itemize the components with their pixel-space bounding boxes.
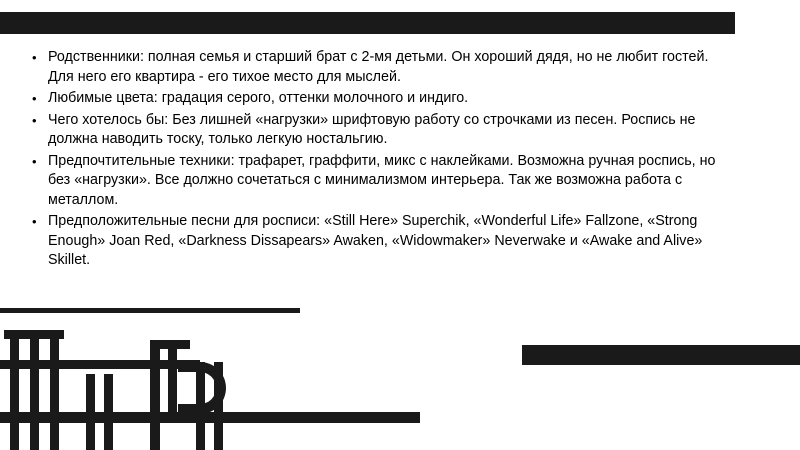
- list-item: • Предпочтительные техники: трафарет, граффити, микс с наклейками. Возможна ручная роспись, но без «нагрузки». Все должно сочетаться с минимализмом интерьера. Так же возможна работа с металлом.: [30, 152, 730, 211]
- slide-body: [30, 48, 730, 273]
- list-item: • Чего хотелось бы: Без лишней «нагрузки» шрифтовую работу со строчками из песен. Роспись не должна наводить тоску, только легкую ностальгию.: [30, 111, 730, 150]
- list-item: • Предположительные песни для росписи: «Still Here» Superchik, «Wonderful Life» Fallzone, «Strong Enough» Joan Red, «Darkness Dissapears» Awaken, «Widowmaker» Neverwake и «Awake and Alive» Skillet.: [30, 212, 730, 271]
- bottom-right-decorative-bar: [522, 345, 800, 365]
- bottom-left-decorative-graphic: [0, 300, 420, 450]
- top-decorative-bar: [0, 12, 735, 34]
- bullet-list: [30, 48, 730, 271]
- list-item: • Родственники: полная семья и старший брат с 2-мя детьми. Он хороший дядя, но не любит гостей. Для него его квартира - его тихое место для мыслей.: [30, 48, 730, 87]
- list-item: • Любимые цвета: градация серого, оттенки молочного и индиго.: [30, 89, 730, 109]
